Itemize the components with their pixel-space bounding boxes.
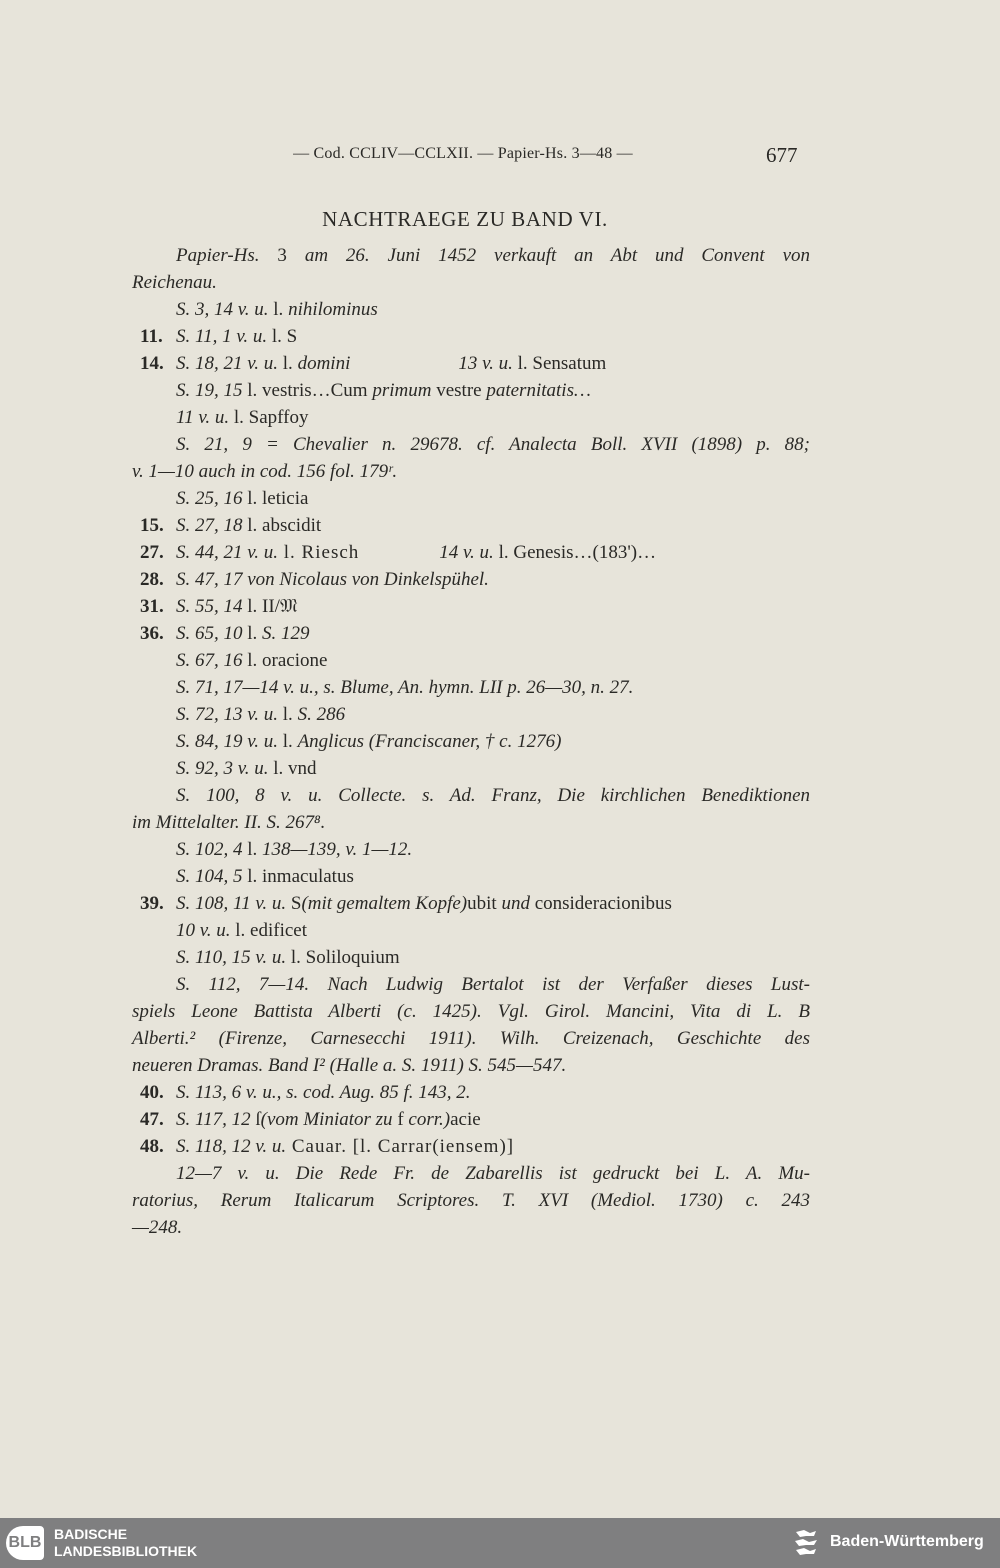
text-line [132, 539, 810, 566]
text-fragment: S. 100, 8 v. u. Collecte. s. Ad. Franz, Die kirchlichen Benediktionen [176, 785, 810, 806]
text-fragment: S. 112, 7—14. Nach Ludwig Bertalot ist der Verfaßer dieses Lust- [176, 974, 810, 995]
text-fragment: und [501, 893, 530, 914]
text-fragment: nihilominus [288, 299, 378, 320]
text-line [132, 1079, 810, 1106]
text-fragment: l. Sensatum [512, 353, 607, 374]
text-fragment: l. Riesch [278, 542, 360, 563]
text-fragment: S. 71, 17—14 v. u., s. Blume, An. hymn. LII p. 26—30, n. 27. [176, 677, 634, 698]
text-line [132, 1187, 810, 1214]
footer-bar [0, 1518, 1000, 1568]
library-name-line2: LANDESBIBLIOTHEK [54, 1543, 198, 1559]
baden-wuerttemberg-lions-icon [792, 1528, 820, 1558]
text-fragment: domini [297, 353, 351, 374]
text-fragment: S. 25, 16 [176, 488, 243, 509]
state-name[interactable]: Baden-Württemberg [830, 1533, 984, 1550]
text-fragment: —248. [132, 1217, 183, 1238]
text-fragment: 3 [259, 245, 305, 266]
text-fragment: l. oracione [242, 650, 328, 671]
text-fragment: Alberti.² (Firenze, Carnesecchi 1911). Wilh. Creizenach, Geschichte des [132, 1028, 810, 1049]
text-fragment: l. vestris…Cum [242, 380, 373, 401]
text-fragment: (mit gemaltem Kopfe) [301, 893, 468, 914]
text-fragment: S. 18, 21 v. u. [176, 353, 279, 374]
entry-number: 39. [140, 893, 164, 914]
text-fragment: ubit [467, 893, 502, 914]
text-fragment: l. [268, 299, 289, 320]
text-line [132, 593, 810, 620]
text-fragment: S. 108, 11 v. u. [176, 893, 287, 914]
text-fragment: S. 92, 3 v. u. [176, 758, 269, 779]
text-line [132, 890, 810, 917]
text-fragment: S. 67, 16 [176, 650, 243, 671]
entry-number: 40. [140, 1082, 164, 1103]
text-fragment: 12—7 v. u. Die Rede Fr. de Zabarellis ist gedruckt bei L. A. Mu- [176, 1163, 810, 1184]
text-fragment: primum [372, 380, 432, 401]
entry-number: 11. [140, 326, 163, 347]
text-line [132, 863, 810, 890]
text-fragment: spiels Leone Battista Alberti (c. 1425). Vgl. Girol. Mancini, Vita di L. B [132, 1001, 810, 1022]
text-fragment: 14 v. u. [439, 542, 494, 563]
text-line [132, 620, 810, 647]
entry-number: 36. [140, 623, 164, 644]
text-line [132, 242, 810, 269]
text-fragment: l. S [267, 326, 298, 347]
text-fragment: v. 1—10 auch in cod. 156 fol. 179ʳ. [132, 461, 398, 482]
text-fragment: S. 27, 18 [176, 515, 243, 536]
text-line [132, 1052, 810, 1079]
text-fragment: l. vnd [268, 758, 317, 779]
text-fragment: 10 v. u. [176, 920, 231, 941]
page-number: 677 [766, 143, 798, 167]
text-fragment: 13 v. u. [458, 353, 513, 374]
text-fragment: l. abscidit [242, 515, 322, 536]
text-line [132, 458, 810, 485]
text-fragment: 11 v. u. [176, 407, 230, 428]
text-fragment: l. [278, 704, 298, 725]
text-line [132, 836, 810, 863]
text-fragment: corr.) [408, 1109, 451, 1130]
running-head: — Cod. CCLIV—CCLXII. — Papier-Hs. 3—48 — [293, 145, 633, 162]
text-fragment: S [286, 893, 302, 914]
text-fragment: S. 47, 17 von Nicolaus von Dinkelspühel. [176, 569, 489, 590]
text-fragment: S. 72, 13 v. u. [176, 704, 279, 725]
text-line [132, 1214, 810, 1241]
text-fragment: l. Soliloquium [286, 947, 400, 968]
text-line [132, 809, 810, 836]
text-fragment: S. 118, 12 v. u. [176, 1136, 287, 1157]
text-line [132, 674, 810, 701]
text-line [132, 1025, 810, 1052]
text-fragment: am 26. Juni 1452 verkauft an Abt und Convent von [304, 245, 811, 266]
text-fragment: (vom Miniator zu [260, 1109, 393, 1130]
text-line [132, 647, 810, 674]
text-fragment: neueren Dramas. Band I² (Halle a. S. 1911) S. 545—547. [132, 1055, 567, 1076]
text-line [132, 377, 810, 404]
text-line [132, 296, 810, 323]
text-fragment: 138—139, v. 1—12. [262, 839, 413, 860]
text-line [132, 350, 810, 377]
text-fragment: l. leticia [242, 488, 309, 509]
text-fragment: S. 3, 14 v. u. [176, 299, 269, 320]
text-fragment: vestre [431, 380, 487, 401]
text-fragment: Papier-Hs. [176, 245, 260, 266]
text-fragment: Anglicus (Franciscaner, † c. 1276) [297, 731, 562, 752]
text-fragment: S. 84, 19 v. u. [176, 731, 279, 752]
text-fragment: S. 55, 14 [176, 596, 243, 617]
text-fragment: S. 286 [297, 704, 346, 725]
text-fragment: ſ [250, 1109, 261, 1130]
text-fragment: l. [242, 839, 263, 860]
text-fragment: S. 44, 21 v. u. [176, 542, 279, 563]
entries-text [132, 242, 810, 1241]
text-line [132, 944, 810, 971]
text-line [132, 404, 810, 431]
text-fragment: f [392, 1109, 409, 1130]
entry-number: 14. [140, 353, 164, 374]
text-line [132, 971, 810, 998]
text-line [132, 998, 810, 1025]
entry-number: 28. [140, 569, 164, 590]
text-line [132, 1133, 810, 1160]
text-line [132, 782, 810, 809]
text-line [132, 728, 810, 755]
entry-number: 15. [140, 515, 164, 536]
entry-number: 47. [140, 1109, 164, 1130]
text-line [132, 323, 810, 350]
page-title: NACHTRAEGE ZU BAND VI. [322, 207, 608, 231]
text-fragment: l. [278, 353, 298, 374]
text-line [132, 566, 810, 593]
text-line [132, 1160, 810, 1187]
text-fragment: Reichenau. [132, 272, 217, 293]
text-line [132, 485, 810, 512]
text-fragment: paternitatis… [486, 380, 591, 401]
text-fragment: l. Genesis…(183')… [493, 542, 657, 563]
text-fragment: S. 11, 1 v. u. [176, 326, 268, 347]
text-line [132, 917, 810, 944]
text-fragment: acie [450, 1109, 481, 1130]
text-fragment: S. 113, 6 v. u., s. cod. Aug. 85 f. 143, 2. [176, 1082, 471, 1103]
text-line [132, 1106, 810, 1133]
text-fragment: l. Sapffoy [229, 407, 309, 428]
text-fragment: S. 129 [262, 623, 310, 644]
text-line [132, 701, 810, 728]
library-name-line1: BADISCHE [54, 1526, 128, 1542]
text-fragment: S. 104, 5 [176, 866, 243, 887]
text-fragment: l. [242, 623, 263, 644]
text-line [132, 269, 810, 296]
blb-logo-icon[interactable]: BLB [6, 1526, 44, 1560]
text-fragment: S. 110, 15 v. u. [176, 947, 287, 968]
entry-number: 48. [140, 1136, 164, 1157]
text-fragment: Cauar. [l. Carrar(iensem)] [286, 1136, 515, 1157]
text-fragment: l. II/𝔐 [242, 596, 298, 617]
text-line [132, 431, 810, 458]
text-fragment: ratorius, Rerum Italicarum Scriptores. T. XVI (Mediol. 1730) c. 243 [132, 1190, 810, 1211]
text-line [132, 512, 810, 539]
text-fragment: l. edificet [230, 920, 308, 941]
text-fragment: S. 102, 4 [176, 839, 243, 860]
entry-number: 31. [140, 596, 164, 617]
library-name[interactable] [54, 1526, 197, 1560]
text-fragment: S. 117, 12 [176, 1109, 251, 1130]
text-fragment: l. inmaculatus [242, 866, 354, 887]
text-fragment: S. 19, 15 [176, 380, 243, 401]
text-fragment: S. 21, 9 = Chevalier n. 29678. cf. Analecta Boll. XVII (1898) p. 88; [176, 434, 810, 455]
text-fragment: l. [278, 731, 298, 752]
text-fragment: im Mittelalter. II. S. 267⁸. [132, 812, 326, 833]
text-fragment: consideracionibus [529, 893, 672, 914]
text-line [132, 755, 810, 782]
text-fragment: S. 65, 10 [176, 623, 243, 644]
entry-number: 27. [140, 542, 164, 563]
